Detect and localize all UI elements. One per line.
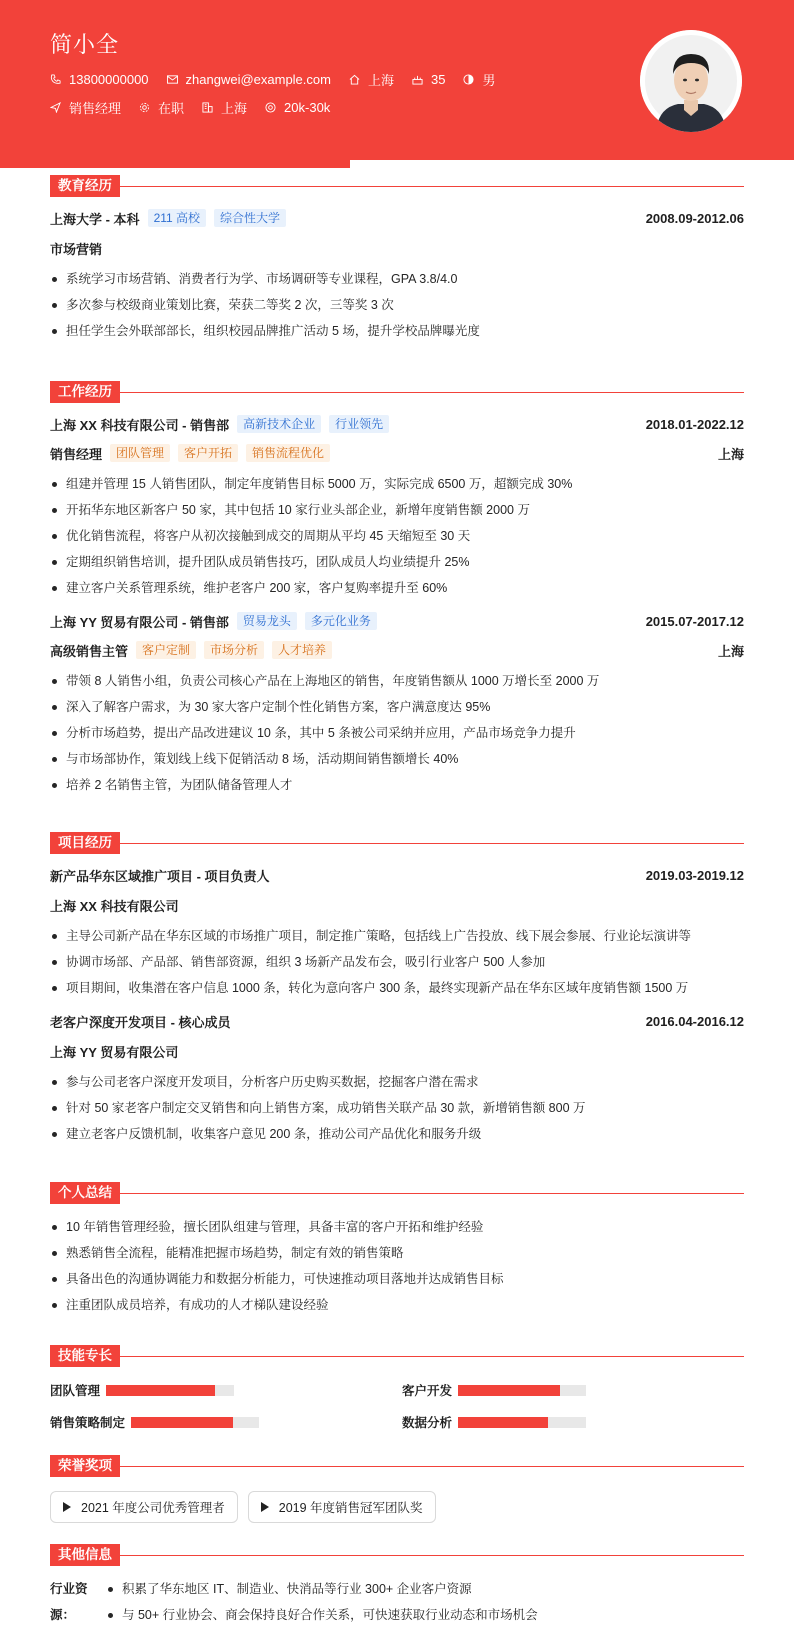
play-icon: [63, 1502, 71, 1512]
divider: [50, 392, 744, 393]
job-period: 2018.01-2022.12: [645, 416, 744, 432]
award-chip: [248, 1491, 436, 1523]
school-tag: 综合性大学: [214, 209, 286, 227]
phone-text: 13800000000: [69, 72, 149, 87]
avatar-portrait: [640, 30, 742, 132]
job-city: 上海: [717, 446, 744, 462]
list-item: 带领 8 人销售小组，负责公司核心产品在上海地区的销售，年度销售额从 1000 万增长至 2000 万: [50, 668, 744, 694]
list-item: 10 年销售管理经验，擅长团队组建与管理，具备丰富的客户开拓和维护经验: [50, 1214, 744, 1240]
work-section: [50, 381, 744, 798]
list-item: 定期组织销售培训，提升团队成员销售技巧，团队成员人均业绩提升 25%: [50, 549, 744, 575]
skill-bar: [458, 1385, 586, 1396]
mail-icon: [167, 74, 178, 85]
skill-name: 销售策略制定: [50, 1416, 126, 1430]
projects-section: [50, 832, 744, 1147]
list-item: 培养 2 名销售主管，为团队储备管理人才: [50, 772, 744, 798]
role-tag: 市场分析: [204, 641, 264, 659]
project-bullets: [50, 1069, 744, 1147]
major: 市场营销: [50, 241, 103, 257]
project-name: 老客户深度开发项目 - 核心成员: [50, 1014, 231, 1030]
awards-list: [50, 1491, 744, 1523]
divider: [50, 1356, 744, 1357]
skill-name: 客户开发: [402, 1384, 453, 1398]
project-period: 2016.04-2016.12: [645, 1013, 744, 1029]
other-bullets: [106, 1576, 538, 1628]
company-name: 上海 YY 贸易有限公司 - 销售部: [50, 614, 229, 630]
list-item: 具备出色的沟通协调能力和数据分析能力，可快速推动项目落地并达成销售目标: [50, 1266, 744, 1292]
education-header: [50, 175, 744, 197]
list-item: 优化销售流程，将客户从初次接触到成交的周期从平均 45 天缩短至 30 天: [50, 523, 744, 549]
summary-bullets: [50, 1214, 744, 1318]
divider: [50, 186, 744, 187]
list-item: 开拓华东地区新客户 50 家，其中包括 10 家行业头部企业，新增年度销售额 2000 万: [50, 497, 744, 523]
section-title: 项目经历: [50, 832, 120, 854]
email-text: zhangwei@example.com: [185, 72, 331, 87]
role-row: [50, 443, 744, 463]
header-slant: [280, 160, 350, 168]
list-item: 与 50+ 行业协会、商会保持良好合作关系，可快速获取行业动态和市场机会: [106, 1602, 538, 1628]
section-title: 荣誉奖项: [50, 1455, 120, 1477]
target-city-item: [202, 98, 247, 117]
contact-row: [50, 70, 513, 89]
list-item: 组建并管理 15 人销售团队，制定年度销售目标 5000 万，实际完成 6500 万，超额完成 30%: [50, 471, 744, 497]
section-title: 个人总结: [50, 1182, 120, 1204]
gear-icon: [139, 102, 150, 113]
other-row: [50, 1576, 744, 1628]
play-icon: [261, 1502, 269, 1512]
gender-icon: [463, 74, 474, 85]
education-bullets: [50, 266, 744, 344]
target-city-text: 上海: [221, 101, 248, 116]
skills-grid: [50, 1381, 744, 1431]
phone-icon: [50, 74, 61, 85]
gender-item: [463, 70, 495, 89]
status-item: [139, 98, 184, 117]
list-item: 建立客户关系管理系统，维护老客户 200 家，客户复购率提升至 60%: [50, 575, 744, 601]
education-period: 2008.09-2012.06: [645, 210, 744, 226]
section-title: 其他信息: [50, 1544, 120, 1566]
award-label: 2019 年度销售冠军团队奖: [278, 1501, 423, 1515]
divider: [50, 1555, 744, 1556]
role-name: 高级销售主管: [50, 643, 129, 659]
skill-item: [402, 1413, 744, 1431]
project-head: [50, 865, 744, 885]
honors-header: [50, 1455, 744, 1477]
skills-header: [50, 1345, 744, 1367]
skill-name: 团队管理: [50, 1384, 101, 1398]
section-title: 教育经历: [50, 175, 120, 197]
list-item: 多次参与校级商业策划比赛，荣获二等奖 2 次，三等奖 3 次: [50, 292, 744, 318]
job-period: 2015.07-2017.12: [645, 613, 744, 629]
other-header: [50, 1544, 744, 1566]
company-tag: 行业领先: [329, 415, 389, 433]
status-text: 在职: [158, 101, 185, 116]
salary-text: 20k-30k: [284, 100, 331, 115]
company-tag: 高新技术企业: [237, 415, 321, 433]
projects-header: [50, 832, 744, 854]
age-item: [412, 72, 445, 87]
list-item: 建立老客户反馈机制，收集客户意见 200 条，推动公司产品优化和服务升级: [50, 1121, 744, 1147]
avatar: [640, 30, 742, 132]
email-item: [167, 72, 331, 87]
list-item: 注重团队成员培养，有成功的人才梯队建设经验: [50, 1292, 744, 1318]
job-city: 上海: [717, 643, 744, 659]
building-icon: [202, 102, 213, 113]
list-item: 系统学习市场营销、消费者行为学、市场调研等专业课程，GPA 3.8/4.0: [50, 266, 744, 292]
list-item: 主导公司新产品在华东区域的市场推广项目，制定推广策略，包括线上广告投放、线下展会参展、行业论坛演讲等: [50, 923, 744, 949]
summary-section: [50, 1182, 744, 1318]
job-bullets: [50, 668, 744, 798]
project-company: 上海 YY 贸易有限公司: [50, 1044, 179, 1060]
coin-icon: [265, 102, 276, 113]
skill-name: 数据分析: [402, 1416, 453, 1430]
list-item: 针对 50 家老客户制定交叉销售和向上销售方案，成功销售关联产品 30 款，新增销售额 800 万: [50, 1095, 744, 1121]
section-title: 技能专长: [50, 1345, 120, 1367]
other-label: 行业资源：: [50, 1582, 88, 1622]
project-period: 2019.03-2019.12: [645, 867, 744, 883]
header-edge: [350, 160, 794, 170]
list-item: 积累了华东地区 IT、制造业、快消品等行业 300+ 企业客户资源: [106, 1576, 538, 1602]
company-name: 上海 XX 科技有限公司 - 销售部: [50, 417, 230, 433]
skill-fill: [458, 1385, 560, 1396]
honors-section: [50, 1455, 744, 1523]
candidate-name: 简小全: [50, 32, 120, 57]
role-row: [50, 640, 744, 660]
company-tag: 多元化业务: [305, 612, 377, 630]
project-name: 新产品华东区域推广项目 - 项目负责人: [50, 868, 270, 884]
list-item: 与市场部协作，策划线上线下促销活动 8 场，活动期间销售额增长 40%: [50, 746, 744, 772]
send-icon: [50, 102, 61, 113]
skill-bar: [458, 1417, 586, 1428]
job-bullets: [50, 471, 744, 601]
location-text: 上海: [367, 73, 394, 88]
list-item: 担任学生会外联部部长，组织校园品牌推广活动 5 场，提升学校品牌曝光度: [50, 318, 744, 344]
list-item: 深入了解客户需求，为 30 家大客户定制个性化销售方案，客户满意度达 95%: [50, 694, 744, 720]
role-tag: 团队管理: [110, 444, 170, 462]
gender-text: 男: [482, 73, 496, 88]
age-text: 35: [430, 72, 446, 87]
work-header: [50, 381, 744, 403]
other-section: [50, 1544, 744, 1628]
skill-item: [402, 1381, 744, 1399]
skill-fill: [106, 1385, 215, 1396]
education-entry-head: [50, 208, 744, 228]
summary-header: [50, 1182, 744, 1204]
role-tag: 人才培养: [272, 641, 332, 659]
project-bullets: [50, 923, 744, 1001]
list-item: 分析市场趋势，提出产品改进建议 10 条，其中 5 条被公司采纳并应用，产品市场竞争力提升: [50, 720, 744, 746]
list-item: 项目期间，收集潜在客户信息 1000 条，转化为意向客户 300 条，最终实现新产品在华东区域年度销售额 1500 万: [50, 975, 744, 1001]
location-item: [349, 70, 394, 89]
skill-item: [50, 1413, 402, 1431]
role-name: 销售经理: [50, 446, 103, 462]
skill-bar: [106, 1385, 234, 1396]
list-item: 协调市场部、产品部、销售部资源，组织 3 场新产品发布会，吸引行业客户 500 人参加: [50, 949, 744, 975]
company-tag: 贸易龙头: [237, 612, 297, 630]
section-title: 工作经历: [50, 381, 120, 403]
role-tag: 客户开拓: [178, 444, 238, 462]
skill-fill: [131, 1417, 233, 1428]
divider: [50, 1193, 744, 1194]
skill-item: [50, 1381, 402, 1399]
phone-item: [50, 72, 149, 87]
role-tag: 销售流程优化: [246, 444, 330, 462]
divider: [50, 843, 744, 844]
project-company: 上海 XX 科技有限公司: [50, 898, 179, 914]
divider: [50, 1466, 744, 1467]
position-item: [50, 98, 121, 117]
skill-bar: [131, 1417, 259, 1428]
role-tag: 客户定制: [136, 641, 196, 659]
project-head: [50, 1011, 744, 1031]
job-head: [50, 414, 744, 434]
position-text: 销售经理: [69, 101, 122, 116]
school-name: 上海大学 - 本科: [50, 211, 140, 227]
skill-fill: [458, 1417, 548, 1428]
list-item: 参与公司老客户深度开发项目，分析客户历史购买数据，挖掘客户潜在需求: [50, 1069, 744, 1095]
award-chip: [50, 1491, 238, 1523]
school-tag: 211 高校: [148, 209, 206, 227]
list-item: 熟悉销售全流程，能精准把握市场趋势，制定有效的销售策略: [50, 1240, 744, 1266]
education-section: [50, 175, 744, 344]
home-icon: [349, 74, 360, 85]
job-intent-row: [50, 98, 348, 117]
salary-item: [265, 100, 330, 115]
award-label: 2021 年度公司优秀管理者: [81, 1501, 225, 1515]
skills-section: [50, 1345, 744, 1431]
cake-icon: [412, 74, 423, 85]
job-head: [50, 611, 744, 631]
